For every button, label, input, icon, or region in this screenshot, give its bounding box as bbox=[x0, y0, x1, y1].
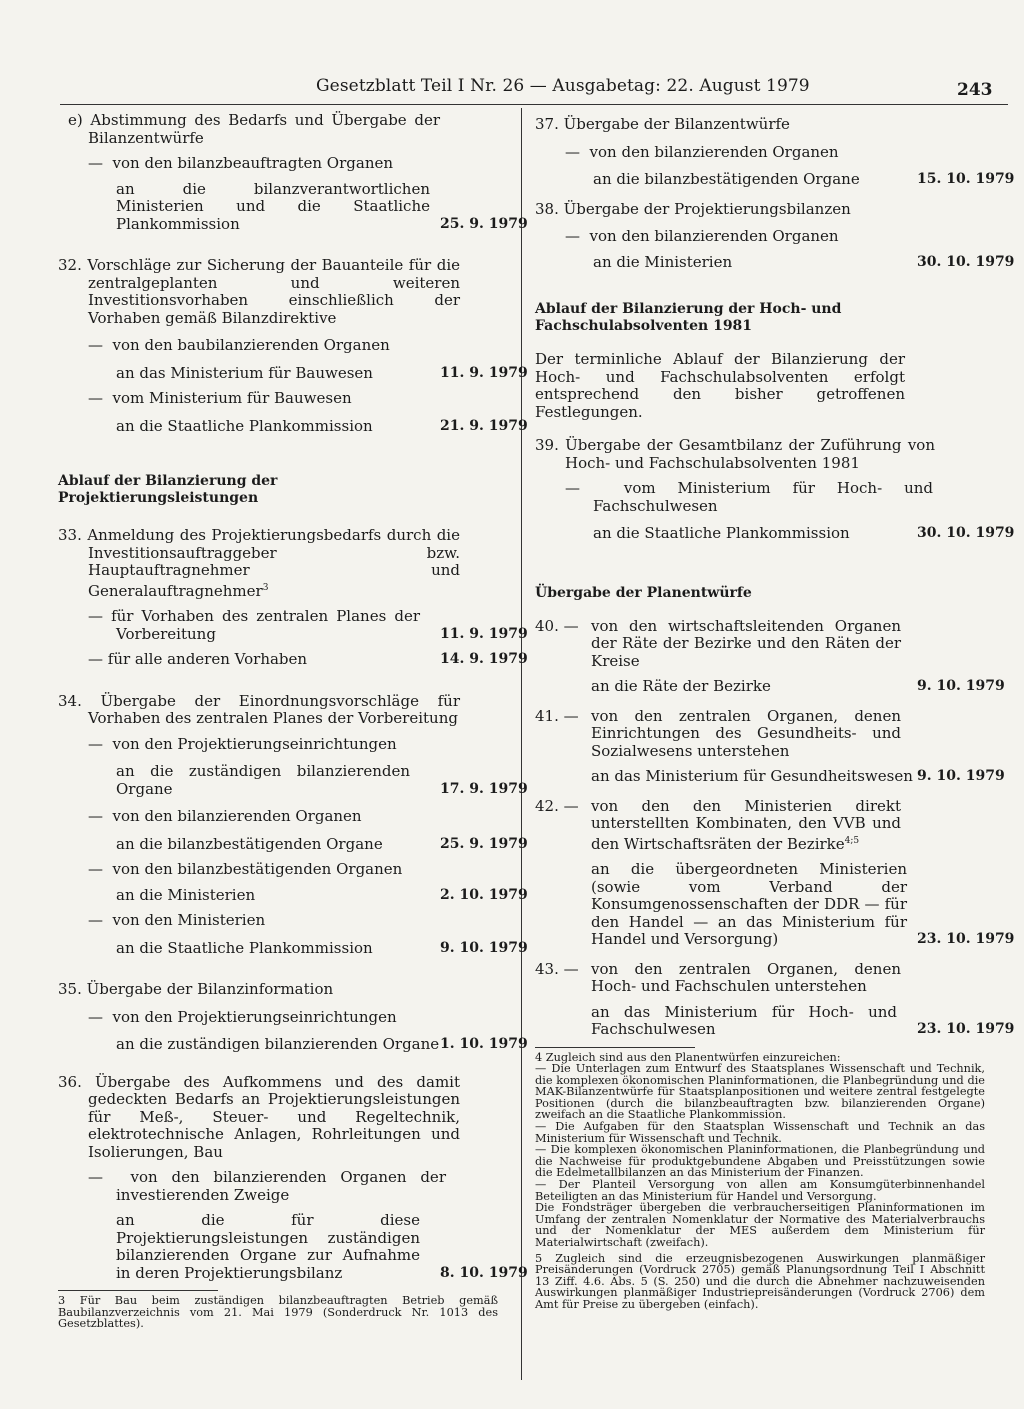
item-35-text: 35. Übergabe der Bilanzinformation bbox=[58, 980, 334, 998]
item-32-text: 32. Vorschläge zur Sicherung der Bauanteile für die zentralgeplanten und weiteren Investitionsvorhaben einschließlich der Vorhaben gemäß Bilanzdirektive bbox=[58, 256, 460, 327]
item-33-date-2: 14. 9. 1979 bbox=[440, 651, 528, 667]
item-39-date: 30. 10. 1979 bbox=[917, 525, 1015, 541]
item-37: 37. Übergabe der Bilanzentwürfe — von den bilanzierenden Organen an die bilanzbestätigenden Organe 15. 10. 1979 bbox=[535, 115, 1015, 188]
item-32-date-1: 11. 9. 1979 bbox=[440, 364, 528, 381]
item-38: 38. Übergabe der Projektierungsbilanzen — von den bilanzierenden Organen an die Ministerien 30. 10. 1979 bbox=[535, 199, 1015, 271]
item-36-an: an die für diese Projektierungsleistungen zuständigen bilanzierenden Organe zur Aufnahme in deren Projektierungsbilanz bbox=[116, 1211, 420, 1282]
item-32-an-1: an das Ministerium für Bauwesen bbox=[116, 363, 373, 382]
item-e-von: von den bilanzbeauftragten Organen bbox=[112, 154, 394, 172]
item-33-dash-2: — für alle anderen Vorhaben bbox=[88, 650, 308, 668]
item-e-an: an die bilanzverantwortlichen Ministerien und die Staatliche Plankommission bbox=[116, 179, 430, 233]
item-34-von-3: von den bilanzbestätigenden Organen bbox=[112, 860, 403, 878]
item-40-an: an die Räte der Bezirke bbox=[591, 677, 771, 695]
item-37-an: an die bilanzbestätigenden Organe bbox=[593, 170, 860, 188]
item-33-date-1: 11. 9. 1979 bbox=[440, 625, 528, 642]
item-34-date-1: 17. 9. 1979 bbox=[440, 780, 528, 797]
footnote-ref-4-5: 4;5 bbox=[844, 835, 860, 846]
item-41-number: 41. — bbox=[535, 706, 579, 725]
item-39-text: 39. Übergabe der Gesamtbilanz der Zuführung von Hoch- und Fachschulabsolventen 1981 bbox=[535, 436, 935, 472]
item-39: 39. Übergabe der Gesamtbilanz der Zuführung von Hoch- und Fachschulabsolventen 1981 — vom Ministerium für Hoch- und Fachschulwesen an die Staatliche Plankommission 30. 10. 1979 bbox=[535, 436, 1015, 542]
footnote-ref-3: 3 bbox=[262, 582, 269, 593]
item-40-number: 40. — bbox=[535, 616, 579, 635]
item-36: 36. Übergabe des Aufkommens und des damit gedeckten Bedarfs an Projektierungsleistungen für Meß-, Steuer- und Regeltechnik, elektrotechnische Anlagen, Rohrleitungen und Isolierungen, Bau — von den bilanzierenden Organen der investierenden Zweige an die für diese Projektierungsleistungen zuständigen bilanzierenden Organe zur Aufnahme in deren Projektierungsbilanz 8. 10. 1979 bbox=[58, 1072, 528, 1282]
item-34-an-3: an die Ministerien bbox=[116, 885, 256, 904]
item-33-text: 33. Anmeldung des Projektierungsbedarfs durch die Investitionsauftraggeber bzw. Hauptauftragnehmer und Generalauftragnehmer bbox=[58, 526, 460, 600]
item-40 bbox=[535, 616, 1005, 696]
item-36-von: von den bilanzierenden Organen der investierenden Zweige bbox=[116, 1168, 446, 1204]
item-34-text: 34. Übergabe der Einordnungsvorschläge für Vorhaben des zentralen Planes der Vorbereitung bbox=[58, 691, 460, 727]
item-35-date: 1. 10. 1979 bbox=[440, 1036, 528, 1052]
item-36-date: 8. 10. 1979 bbox=[440, 1264, 528, 1281]
item-34-an-1: an die zuständigen bilanzierenden Organe bbox=[116, 762, 410, 798]
footnote-4-b: — Die Aufgaben für den Staatsplan Wissenschaft und Technik an das Ministerium für Wissenschaft und Technik. bbox=[535, 1120, 985, 1145]
item-32-date-2: 21. 9. 1979 bbox=[440, 417, 528, 434]
item-37-von: von den bilanzierenden Organen bbox=[589, 142, 839, 161]
item-42-an: an die übergeordneten Ministerien (sowie vom Verband der Konsumgenossenschaften der DDR — für den Handel — an das Ministerium für Handel und Versorgung) bbox=[591, 860, 907, 948]
item-34-date-3: 2. 10. 1979 bbox=[440, 886, 528, 903]
item-43-number: 43. — bbox=[535, 959, 579, 978]
page-number: 243 bbox=[957, 80, 993, 100]
item-34-date-4: 9. 10. 1979 bbox=[440, 939, 528, 956]
footnote-3: 3 Für Bau beim zuständigen bilanzbeauftragten Betrieb gemäß Baubilanzverzeichnis vom 21. Mai 1979 (Sonderdruck Nr. 1013 des Gesetzblattes). bbox=[58, 1294, 498, 1331]
item-43-date: 23. 10. 1979 bbox=[917, 1021, 1015, 1037]
item-33 bbox=[58, 526, 528, 669]
section-heading-planentwuerfe: Übergabe der Planentwürfe bbox=[535, 584, 752, 601]
item-34: 34. Übergabe der Einordnungsvorschläge für Vorhaben des zentralen Planes der Vorbereitung — von den Projektierungseinrichtungen an die zuständigen bilanzierenden Organe 17. 9. 1979 — von den bilanzierenden Organen an die bilanzbestätigenden Organe 25. 9. 1979 — von den bilanzbestätigenden Organen an die Ministerien 2. 10. 1979 — von den Ministerien an die Staatliche Plankommission 9. 10. 1979 bbox=[58, 691, 528, 957]
footnotes-right bbox=[535, 1052, 985, 1311]
item-41 bbox=[535, 706, 1005, 786]
item-38-von: von den bilanzierenden Organen bbox=[589, 227, 839, 245]
item-32-von-2: vom Ministerium für Bauwesen bbox=[112, 389, 352, 407]
item-43 bbox=[535, 959, 1015, 1039]
item-35-von: von den Projektierungseinrichtungen bbox=[112, 1007, 397, 1026]
header-title: Gesetzblatt Teil I Nr. 26 — Ausgabetag: 22. August 1979 bbox=[316, 76, 810, 96]
section-heading-absolventen: Ablauf der Bilanzierung der Hoch- und Fachschulabsolventen 1981 bbox=[535, 301, 842, 334]
item-34-von-1: von den Projektierungseinrichtungen bbox=[112, 734, 397, 753]
item-42-number: 42. — bbox=[535, 796, 579, 815]
item-40-date: 9. 10. 1979 bbox=[917, 678, 1005, 694]
item-e: e) Abstimmung des Bedarfs und Übergabe der Bilanzentwürfe — von den bilanzbeauftragten Organen an die bilanzverantwortlichen Ministerien und die Staatliche Plankommission 25. 9. 1979 bbox=[58, 112, 518, 233]
item-e-intro: e) Abstimmung des Bedarfs und Übergabe der Bilanzentwürfe bbox=[68, 111, 440, 147]
item-35: 35. Übergabe der Bilanzinformation — von den Projektierungseinrichtungen an die zuständigen bilanzierenden Organe 1. 10. 1979 bbox=[58, 980, 528, 1053]
section-heading-projektierung: Ablauf der Bilanzierung der Projektierungsleistungen bbox=[58, 473, 278, 506]
item-43-von: von den zentralen Organen, denen Hoch- und Fachschulen unterstehen bbox=[591, 959, 901, 995]
item-34-von-4: von den Ministerien bbox=[112, 911, 266, 929]
left-column bbox=[58, 111, 528, 1331]
item-41-date: 9. 10. 1979 bbox=[917, 768, 1005, 784]
header-rule bbox=[60, 104, 1008, 105]
item-41-an: an das Ministerium für Gesundheitswesen bbox=[591, 767, 913, 785]
right-column bbox=[535, 115, 1015, 1311]
section-absolventen-text: Der terminliche Ablauf der Bilanzierung der Hoch- und Fachschulabsolventen erfolgt entsprechend den bisher getroffenen Festlegungen. bbox=[535, 350, 905, 421]
item-39-von: vom Ministerium für Hoch- und Fachschulwesen bbox=[593, 479, 933, 515]
item-32-an-2: an die Staatliche Plankommission bbox=[116, 416, 373, 435]
item-34-von-2: von den bilanzierenden Organen bbox=[112, 807, 362, 825]
page-header bbox=[0, 76, 1024, 100]
item-34-an-2: an die bilanzbestätigenden Organe bbox=[116, 834, 383, 853]
item-33-dash-1: — für Vorhaben des zentralen Planes der Vorbereitung bbox=[88, 607, 420, 643]
footnote-5: 5 Zugleich sind die erzeugnisbezogenen Auswirkungen planmäßiger Preisänderungen (Vordruck 2705) gemäß Planungsordnung Teil I Abschnitt 13 Ziff. 4.6. Abs. 5 (S. 250) und die durch die Abnehmer nachzuweisenden Auswirkungen planmäßiger Industriepreisänderungen (Vordruck 2706) dem Amt für Preise zu übergeben (einfach). bbox=[535, 1251, 985, 1311]
item-38-text: 38. Übergabe der Projektierungsbilanzen bbox=[535, 199, 851, 218]
item-34-an-4: an die Staatliche Plankommission bbox=[116, 938, 373, 957]
item-41-von: von den zentralen Organen, denen Einrichtungen des Gesundheits- und Sozialwesens unterstehen bbox=[591, 706, 901, 760]
item-38-date: 30. 10. 1979 bbox=[917, 253, 1015, 270]
column-divider bbox=[521, 108, 522, 1380]
footnote-4-d: — Der Planteil Versorgung von allen am Konsumgüterbinnenhandel Beteiligten an das Ministerium für Handel und Versorgung. bbox=[535, 1178, 985, 1203]
item-43-an: an das Ministerium für Hoch- und Fachschulwesen bbox=[591, 1002, 897, 1038]
item-35-an: an die zuständigen bilanzierenden Organe bbox=[116, 1035, 440, 1053]
item-e-date: 25. 9. 1979 bbox=[440, 215, 528, 232]
item-37-text: 37. Übergabe der Bilanzentwürfe bbox=[535, 115, 790, 133]
item-39-an: an die Staatliche Plankommission bbox=[593, 524, 850, 542]
item-38-an: an die Ministerien bbox=[593, 252, 733, 271]
footnote-4-c: — Die komplexen ökonomischen Planinformationen, die Planbegründung und die Nachweise für produktgebundene Abgaben und Preisstützungen sowie die Edelmetallbilanzen an das Ministerium der Finanzen. bbox=[535, 1143, 985, 1180]
item-42 bbox=[535, 796, 1015, 949]
item-32-von-1: von den baubilanzierenden Organen bbox=[112, 336, 390, 354]
footnote-4-e: Die Fondsträger übergeben die verbraucherseitigen Planinformationen im Umfang der zentralen Nomenklatur der Normative des Materialverbrauchs und der Nomenklatur der MES außerdem dem Ministerium für Materialwirtschaft (zweifach). bbox=[535, 1201, 985, 1249]
item-42-von: von den den Ministerien direkt unterstellten Kombinaten, den VVB und den Wirtschaftsräten der Bezirke bbox=[591, 796, 901, 853]
item-40-von: von den wirtschaftsleitenden Organen der Räte der Bezirke und den Räten der Kreise bbox=[591, 616, 901, 670]
item-32: 32. Vorschläge zur Sicherung der Bauanteile für die zentralgeplanten und weiteren Investitionsvorhaben einschließlich der Vorhaben gemäß Bilanzdirektive — von den baubilanzierenden Organen an das Ministerium für Bauwesen 11. 9. 1979 — vom Ministerium für Bauwesen an die Staatliche Plankommission 21. 9. 1979 bbox=[58, 256, 528, 435]
footnote-4-a: — Die Unterlagen zum Entwurf des Staatsplanes Wissenschaft und Technik, die komplexen ökonomischen Planinformationen, die Planbegründung und die MAK-Bilanzentwürfe für Staatsplanpositionen und weitere zentral festgelegte Positionen (durch die bilanzbeauftragten bzw. bilanzierenden Organe) zweifach an die Staatliche Plankommission. bbox=[535, 1062, 985, 1122]
item-36-text: 36. Übergabe des Aufkommens und des damit gedeckten Bedarfs an Projektierungsleistungen für Meß-, Steuer- und Regeltechnik, elektrotechnische Anlagen, Rohrleitungen und Isolierungen, Bau bbox=[58, 1072, 460, 1161]
item-42-date: 23. 10. 1979 bbox=[917, 931, 1015, 947]
item-37-date: 15. 10. 1979 bbox=[917, 171, 1015, 187]
footnote-4-intro: 4 Zugleich sind aus den Planentwürfen einzureichen: bbox=[535, 1050, 841, 1064]
item-34-date-2: 25. 9. 1979 bbox=[440, 835, 528, 852]
